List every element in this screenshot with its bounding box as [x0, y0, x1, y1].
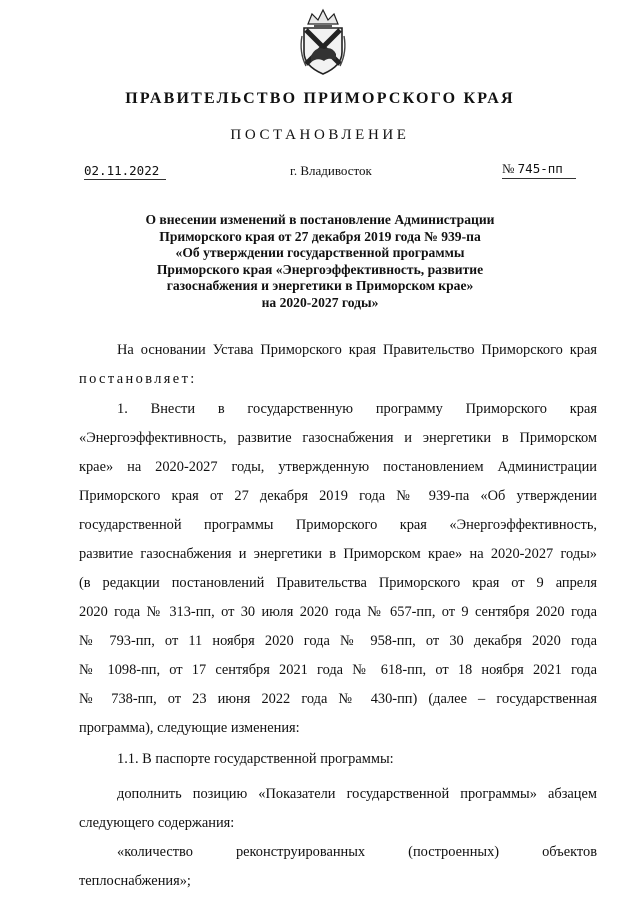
- body-line: программа), следующие изменения:: [79, 720, 300, 736]
- body-line: теплоснабжения»;: [79, 873, 191, 889]
- body-line: «количество реконструированных (построенных) объектов: [117, 844, 597, 860]
- government-name: ПРАВИТЕЛЬСТВО ПРИМОРСКОГО КРАЯ: [125, 90, 515, 107]
- body-line: Приморского края от 27 декабря 2019 года № 939-па «Об утверждении: [79, 488, 597, 504]
- coat-of-arms-icon: [298, 6, 348, 78]
- body-line: № 738-пп, от 23 июня 2022 года № 430-пп) (далее – государственная: [79, 691, 597, 707]
- body-line: 1. Внести в государственную программу Приморского края: [117, 401, 597, 417]
- body-line: развитие газоснабжения и энергетики в Приморском крае» на 2020-2027 годы»: [79, 546, 597, 562]
- body-line: следующего содержания:: [79, 815, 235, 831]
- document-title: [120, 212, 520, 312]
- body-line: 1.1. В паспорте государственной программы:: [117, 751, 394, 767]
- body-line: крае» на 2020-2027 годы, утвержденную постановлением Администрации: [79, 459, 597, 475]
- body-line: № 1098-пп, от 17 сентября 2021 года № 618-пп, от 18 ноября 2021 года: [79, 662, 597, 678]
- title-line: «Об утверждении государственной программы: [175, 245, 465, 261]
- document-city: г. Владивосток: [290, 163, 372, 178]
- title-line: О внесении изменений в постановление Администрации: [145, 212, 495, 227]
- body-line: На основании Устава Приморского края Правительство Приморского края: [117, 342, 597, 358]
- document-type: ПОСТАНОВЛЕНИЕ: [230, 127, 410, 143]
- body-line: «Энергоэффективность, развитие газоснабжения и энергетики в Приморском: [79, 430, 597, 446]
- title-line: газоснабжения и энергетики в Приморском крае»: [166, 278, 474, 294]
- title-line: Приморского края «Энергоэффективность, развитие: [156, 261, 484, 277]
- title-line: на 2020-2027 годы»: [261, 294, 379, 310]
- document-date: 02.11.2022: [84, 163, 166, 180]
- body-line: дополнить позицию «Показатели государственной программы» абзацем: [117, 786, 597, 802]
- number-value: 745-пп: [517, 161, 563, 176]
- body-line: 2020 года № 313-пп, от 30 июля 2020 года № 657-пп, от 9 сентября 2020 года: [79, 604, 597, 620]
- body-line: № 793-пп, от 11 ноября 2020 года № 958-пп, от 30 декабря 2020 года: [79, 633, 597, 649]
- document-number: [502, 161, 576, 179]
- body-line: постановляет:: [79, 371, 197, 387]
- body-line: государственной программы Приморского края «Энергоэффективность,: [79, 517, 597, 533]
- body-line: (в редакции постановлений Правительства Приморского края от 9 апреля: [79, 575, 597, 591]
- title-line: Приморского края от 27 декабря 2019 года № 939-па: [159, 228, 481, 244]
- number-prefix: №: [502, 161, 515, 176]
